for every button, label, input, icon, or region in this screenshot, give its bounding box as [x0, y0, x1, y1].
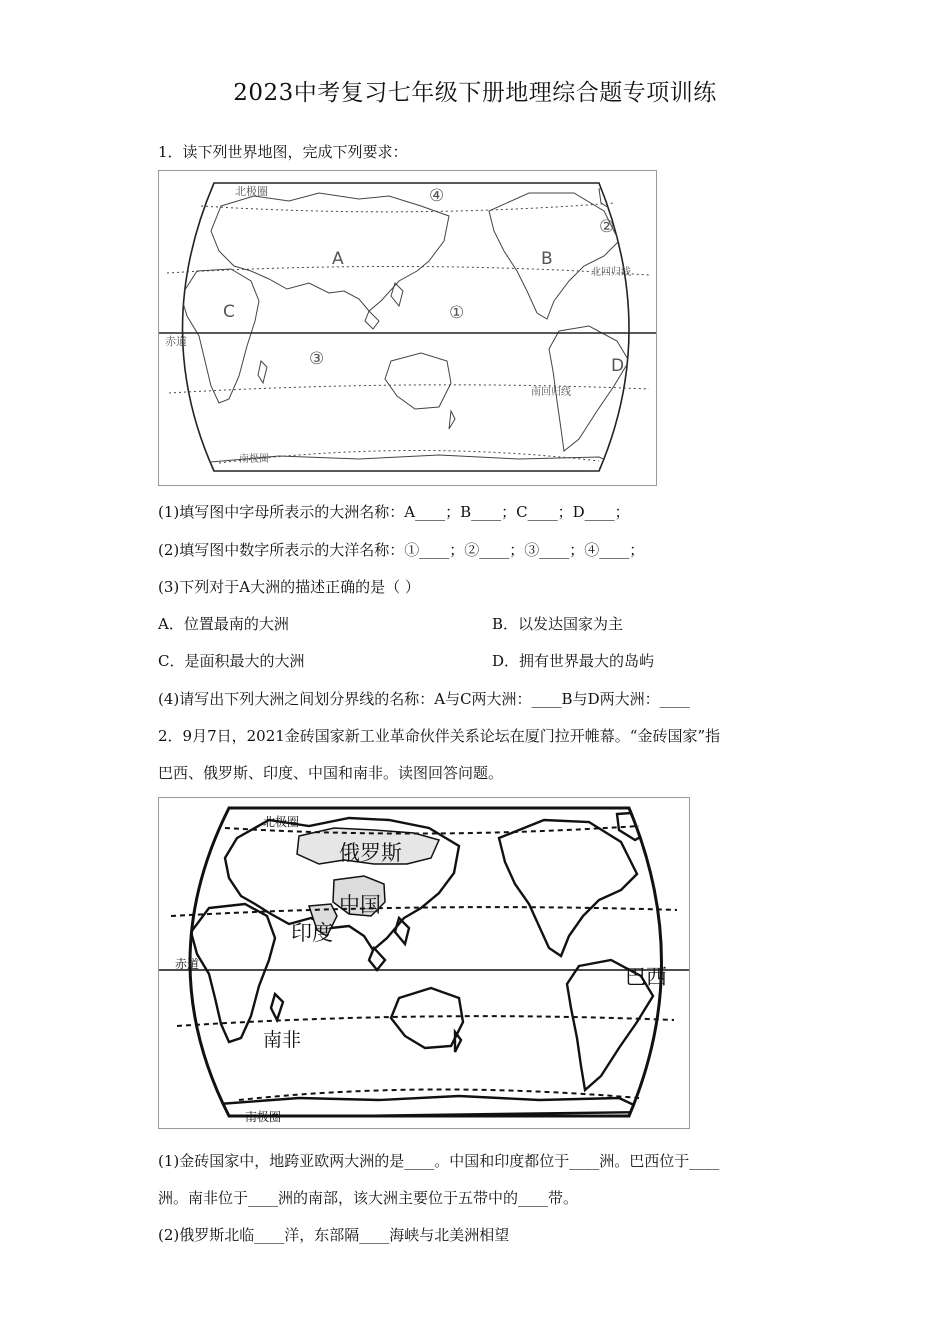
- russia-label: 俄罗斯: [339, 841, 402, 865]
- tropic-south-line: [169, 385, 649, 393]
- tropic-north-line-2: [171, 907, 677, 916]
- q1-option-b: B．以发达国家为主: [492, 615, 624, 633]
- arctic-label: 北极圈: [235, 185, 268, 198]
- q2-stem-2: 巴西、俄罗斯、印度、中国和南非。读图回答问题。: [158, 764, 504, 782]
- arctic-circle-line: [201, 203, 614, 212]
- map-frame: [183, 183, 630, 471]
- q1-part4: (4)请写出下列大洲之间划分界线的名称：A与C两大洲：____B与D两大洲：____: [158, 690, 690, 708]
- label-ocean-4: ④: [429, 186, 445, 206]
- label-B: B: [541, 249, 553, 269]
- arctic-label-2: 北极圈: [263, 815, 300, 829]
- continent-outlines: [181, 187, 631, 476]
- q2-stem-1: 2．9月7日，2021金砖国家新工业革命伙伴关系论坛在厦门拉开帷幕。“金砖国家”指: [158, 727, 721, 745]
- world-map-2: [158, 797, 690, 1129]
- tropic-s-label: 南回归线: [531, 387, 571, 398]
- q1-part1: (1)填写图中字母所表示的大洲名称：A____；B____；C____；D____；: [158, 503, 630, 521]
- q1-option-c: C．是面积最大的大洲: [158, 652, 305, 670]
- world-map-2-svg: [159, 798, 689, 1128]
- label-ocean-2: ②: [599, 217, 615, 237]
- antarctic-label-2: 南极圈: [245, 1110, 282, 1124]
- india-label: 印度: [291, 921, 333, 945]
- label-ocean-3: ③: [309, 349, 325, 369]
- equator-label-2: 赤道: [175, 957, 200, 971]
- q1-part2: (2)填写图中数字所表示的大洋名称：①____；②____；③____；④____；: [158, 541, 645, 559]
- equator-label: 赤道: [165, 335, 187, 348]
- tropic-n-label: 北回归线: [591, 267, 631, 278]
- q1-stem: 1．读下列世界地图，完成下列要求：: [158, 143, 408, 161]
- label-C: C: [223, 302, 235, 322]
- q2-part2: (2)俄罗斯北临____洋，东部隔____海峡与北美洲相望: [158, 1226, 510, 1244]
- q1-part3: (3)下列对于A大洲的描述正确的是（ ）: [158, 578, 420, 596]
- page-title: 2023中考复习七年级下册地理综合题专项训练: [233, 80, 717, 106]
- label-ocean-1: ①: [449, 303, 465, 323]
- q1-option-d: D．拥有世界最大的岛屿: [492, 652, 655, 670]
- q2-part1-line2: 洲。南非位于____洲的南部，该大洲主要位于五带中的____带。: [158, 1189, 579, 1207]
- world-map-1: [158, 170, 657, 486]
- q1-option-a: A．位置最南的大洲: [158, 615, 289, 633]
- label-A: A: [332, 249, 344, 269]
- brazil-label: 巴西: [625, 965, 667, 989]
- q2-part1-line1: (1)金砖国家中，地跨亚欧两大洲的是____。中国和印度都位于____洲。巴西位于____: [158, 1152, 720, 1170]
- china-label: 中国: [339, 893, 381, 917]
- antarctic-label: 南极圈: [239, 454, 269, 465]
- south-africa-label: 南非: [263, 1029, 302, 1051]
- label-D: D: [611, 356, 625, 376]
- world-map-1-svg: [159, 171, 656, 485]
